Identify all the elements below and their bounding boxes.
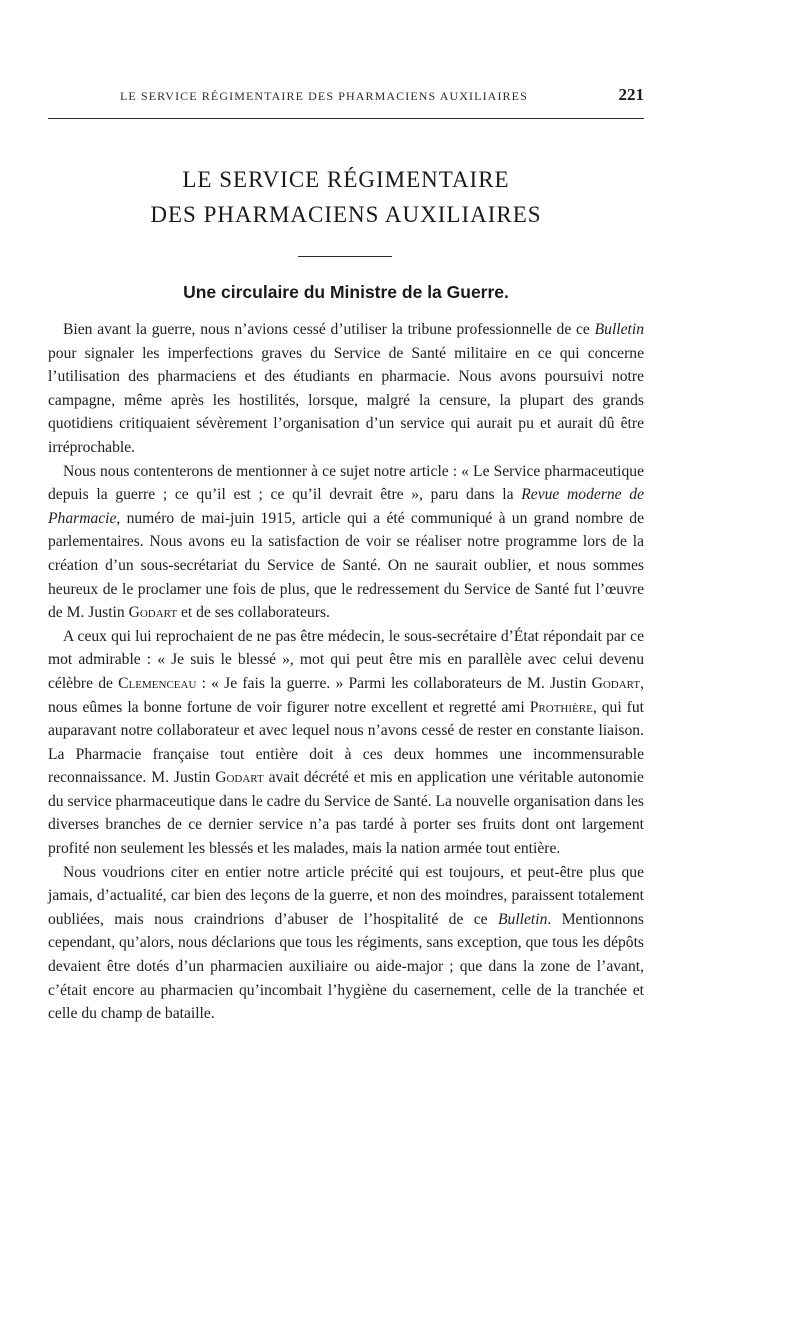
page-number: 221 bbox=[618, 85, 644, 104]
bulletin-title-italic: Bulletin bbox=[498, 910, 548, 928]
article-subtitle: Une circulaire du Ministre de la Guerre. bbox=[183, 282, 509, 302]
name-clemenceau: Clemenceau bbox=[118, 674, 197, 692]
paragraph-3-text-g: , qui fut auparavant notre collaborateur et avec lequel nous n’avons cessé de rester en constante liaison. La Pharmacie française tout entière doit à ces deux hommes une incommensurable reconnaissance. M. Justin bbox=[48, 698, 644, 787]
name-prothiere: Prothière bbox=[529, 698, 593, 716]
paragraph-3 bbox=[48, 625, 644, 861]
paragraph-2 bbox=[48, 460, 644, 625]
paragraph-3-text-e: , nous eûmes la bonne fortune de voir figurer notre excellent et regretté ami bbox=[48, 674, 644, 716]
paragraph-2-text-c: , numéro de mai-juin 1915, article qui a été communiqué à un grand nombre de parlementaires. Nous avons eu la satisfaction de voir se réaliser notre programme lors de la création d’un sous-secrétariat du Service de Santé. On ne saurait oublier, et nous sommes heureux de le proclamer une fois de plus, que le redressement du Service de Santé fut l’œuvre de M. Justin bbox=[48, 509, 644, 622]
article-title-line-2: DES PHARMACIENS AUXILIAIRES bbox=[150, 202, 542, 227]
name-godart: Godart bbox=[128, 604, 178, 622]
title-divider bbox=[298, 256, 392, 257]
name-godart: Godart bbox=[591, 674, 641, 692]
paragraph-1-text-c: pour signaler les imperfections graves du Service de Santé militaire en ce qui concerne l’utilisation des pharmaciens et des étudiants en pharmacie. Nous avons poursuivi notre campagne, même après les hostilités, lorsque, malgré la censure, la plupart des grands quotidiens critiquaient sévèrement l’organisation d’un service qui aurait pu et aurait dû être irréprochable. bbox=[48, 344, 644, 456]
paragraph-4-text-c: . Mentionnons cependant, qu’alors, nous déclarions que tous les régiments, sans exception, que tous les dépôts devaient être dotés d’un pharmacien auxiliaire ou aide-major ; que dans la zone de l’avant, c’était encore au pharmacien qu’incombait l’hygiène du casernement, celle de la tranchée et celle du champ de bataille. bbox=[48, 910, 644, 1023]
paragraph-3-text-a: A ceux qui lui reprochaient de ne pas être médecin, le sous-secrétaire d’État répondait par ce mot admirable : « Je suis le blessé », mot qui peut être mis en parallèle avec celui devenu célèbre de bbox=[48, 627, 644, 692]
paragraph-4-text-a: Nous voudrions citer en entier notre article précité qui est toujours, et peut-être plus que jamais, d’actualité, car bien des leçons de la guerre, et non des moindres, paraissent totalement oubliées, mais nous craindrions d’abuser de l’hospitalité de ce bbox=[48, 863, 644, 928]
paragraph-2-text-e: et de ses collaborateurs. bbox=[177, 604, 330, 622]
paragraph-1-text-a: Bien avant la guerre, nous n’avions cessé d’utiliser la tribune professionnelle de ce bbox=[63, 321, 595, 338]
bulletin-title-italic: Bulletin bbox=[594, 321, 644, 338]
paragraph-3-text-i: avait décrété et mis en application une véritable autonomie du service pharmaceutique dans le cadre du Service de Santé. La nouvelle organisation dans les diverses branches de ce dernier service n’a pas tardé à porter ses fruits dont ont largement profité non seulement les blessés et les malades, mais la nation armée tout entière. bbox=[48, 769, 644, 858]
running-head bbox=[48, 86, 644, 108]
revue-title-italic: Revue moderne de Pharmacie bbox=[48, 486, 645, 527]
name-godart: Godart bbox=[215, 769, 264, 787]
header-divider bbox=[48, 118, 644, 119]
article-title bbox=[48, 162, 644, 232]
article-body bbox=[48, 318, 644, 1026]
paragraph-3-text-c: : « Je fais la guerre. » Parmi les collaborateurs de M. Justin bbox=[196, 674, 592, 692]
article-title-line-1: LE SERVICE RÉGIMENTAIRE bbox=[182, 167, 510, 192]
running-title: LE SERVICE RÉGIMENTAIRE DES PHARMACIENS AUXILIAIRES bbox=[120, 89, 528, 103]
paragraph-1 bbox=[48, 318, 644, 460]
paragraph-4 bbox=[48, 861, 644, 1026]
paragraph-2-text-a: Nous nous contenterons de mentionner à ce sujet notre article : « Le Service pharmaceutique depuis la guerre ; ce qu’il est ; ce qu’il devrait être », paru dans la bbox=[48, 462, 644, 504]
